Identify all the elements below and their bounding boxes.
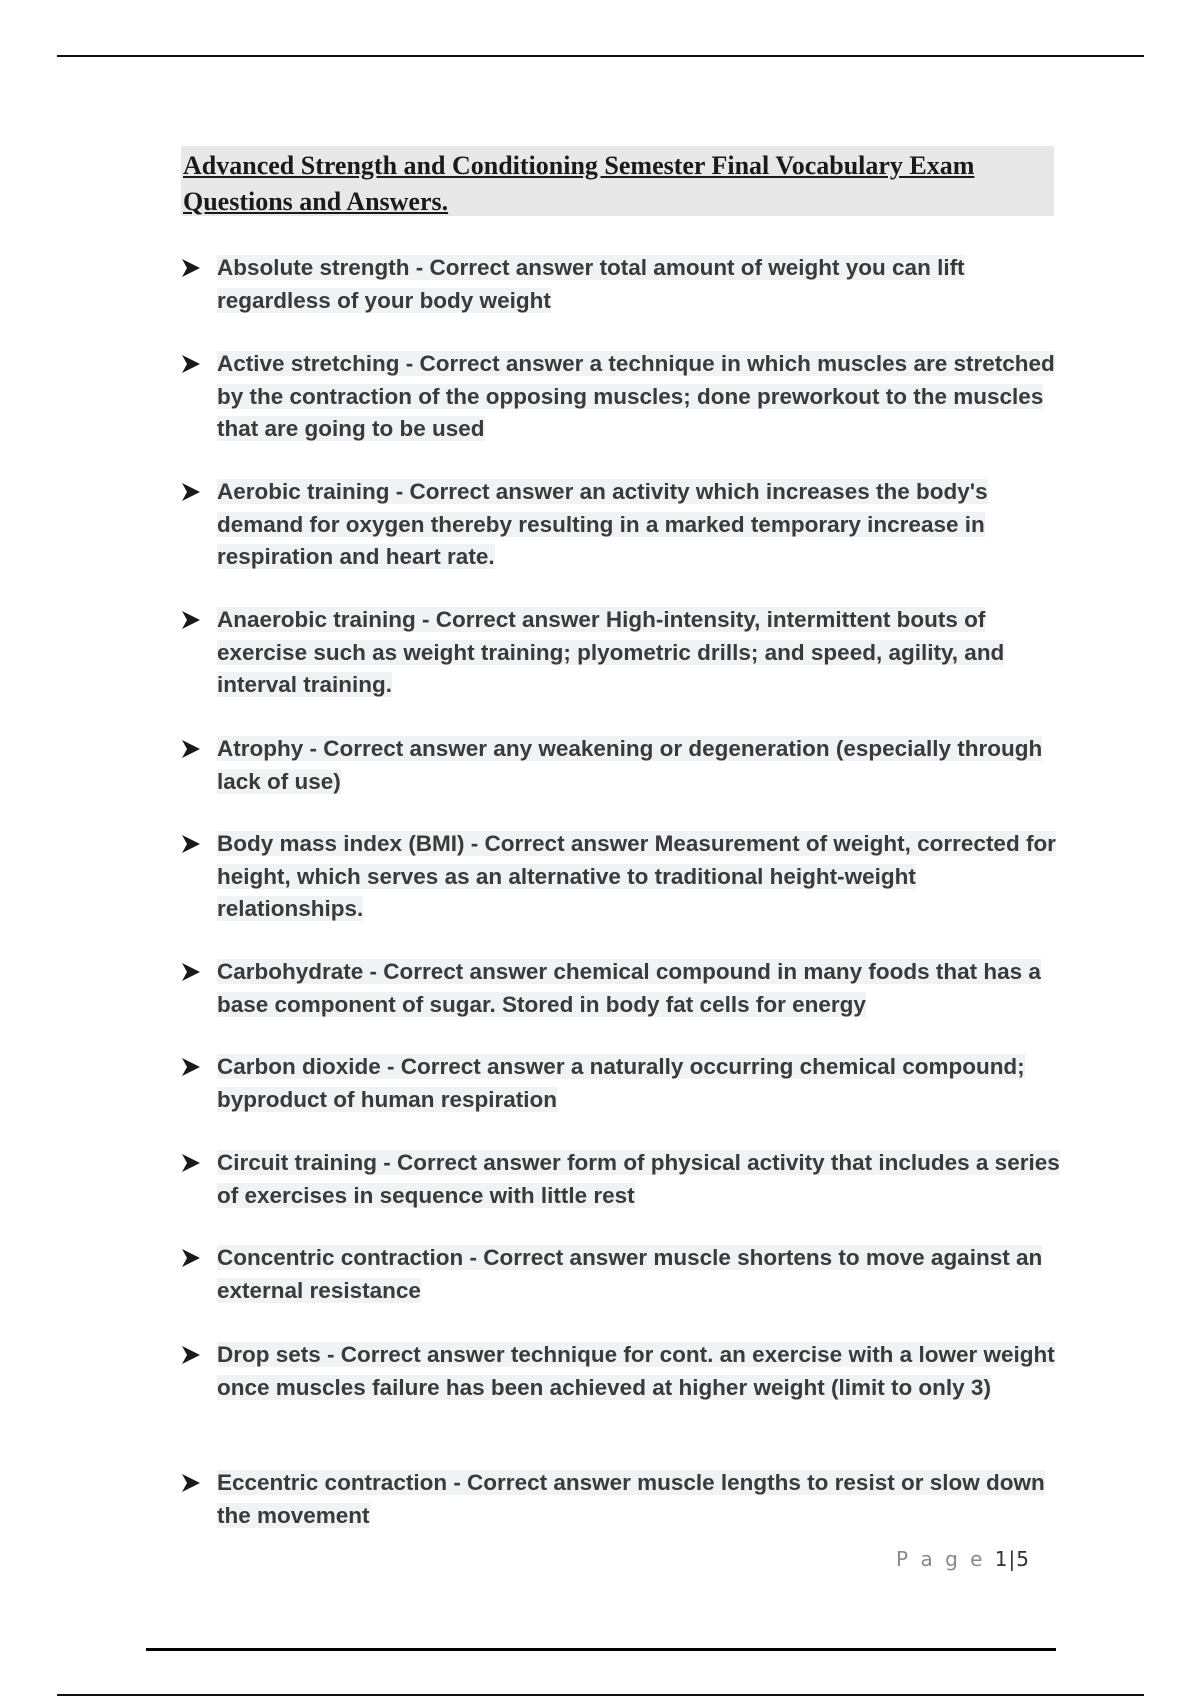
term-text xyxy=(217,1242,1061,1307)
term-item xyxy=(181,828,1061,926)
term-definition: Circuit training - Correct answer form of physical activity that includes a series of exercises in sequence with little rest xyxy=(217,1150,1060,1208)
arrowhead-bullet-icon xyxy=(181,604,217,636)
term-item xyxy=(181,252,1061,317)
term-definition: Active stretching - Correct answer a technique in which muscles are stretched by the contraction of the opposing muscles; done preworkout to the muscles that are going to be used xyxy=(217,351,1055,441)
bottom-rule xyxy=(57,1694,1144,1696)
page-number xyxy=(896,1547,1030,1571)
page-word: P a g e xyxy=(896,1547,986,1571)
page-separator: | xyxy=(1008,1547,1017,1571)
arrowhead-bullet-icon xyxy=(181,252,217,284)
term-text xyxy=(217,733,1061,798)
term-definition: Anaerobic training - Correct answer High-intensity, intermittent bouts of exercise such as weight training; plyometric drills; and speed, agility, and interval training. xyxy=(217,607,1005,697)
term-text xyxy=(217,1467,1061,1532)
top-rule xyxy=(57,55,1144,57)
term-text xyxy=(217,1147,1061,1212)
term-definition: Aerobic training - Correct answer an activity which increases the body's demand for oxygen thereby resulting in a marked temporary increase in respiration and heart rate. xyxy=(217,479,988,569)
term-definition: Eccentric contraction - Correct answer muscle lengths to resist or slow down the movement xyxy=(217,1470,1045,1528)
page-total: 5 xyxy=(1016,1547,1030,1571)
term-definition: Absolute strength - Correct answer total amount of weight you can lift regardless of your body weight xyxy=(217,255,965,313)
term-item xyxy=(181,1147,1061,1212)
term-item xyxy=(181,956,1061,1021)
term-item xyxy=(181,348,1061,446)
term-text xyxy=(217,1339,1061,1404)
arrowhead-bullet-icon xyxy=(181,1242,217,1274)
term-definition: Concentric contraction - Correct answer muscle shortens to move against an external resistance xyxy=(217,1245,1043,1303)
term-text xyxy=(217,828,1061,926)
arrowhead-bullet-icon xyxy=(181,1051,217,1083)
term-definition: Atrophy - Correct answer any weakening or degeneration (especially through lack of use) xyxy=(217,736,1043,794)
arrowhead-bullet-icon xyxy=(181,1147,217,1179)
term-item xyxy=(181,1051,1061,1116)
term-text xyxy=(217,252,1061,317)
footer-rule xyxy=(146,1648,1056,1651)
term-item xyxy=(181,1242,1061,1307)
term-text xyxy=(217,1051,1061,1116)
term-item xyxy=(181,476,1061,574)
arrowhead-bullet-icon xyxy=(181,956,217,988)
term-text xyxy=(217,348,1061,446)
arrowhead-bullet-icon xyxy=(181,828,217,860)
arrowhead-bullet-icon xyxy=(181,1467,217,1499)
document-title: Advanced Strength and Conditioning Semester Final Vocabulary Exam Questions and Answers. xyxy=(183,151,975,216)
page-current: 1 xyxy=(994,1547,1009,1571)
term-text xyxy=(217,604,1061,702)
term-definition: Body mass index (BMI) - Correct answer Measurement of weight, corrected for height, which serves as an alternative to traditional height-weight relationships. xyxy=(217,831,1056,921)
term-definition: Drop sets - Correct answer technique for cont. an exercise with a lower weight once muscles failure has been achieved at higher weight (limit to only 3) xyxy=(217,1342,1055,1400)
arrowhead-bullet-icon xyxy=(181,733,217,765)
term-item xyxy=(181,1339,1061,1404)
term-item xyxy=(181,604,1061,702)
term-definition: Carbon dioxide - Correct answer a naturally occurring chemical compound; byproduct of human respiration xyxy=(217,1054,1025,1112)
term-item xyxy=(181,733,1061,798)
arrowhead-bullet-icon xyxy=(181,476,217,508)
title-block xyxy=(181,146,1054,216)
arrowhead-bullet-icon xyxy=(181,348,217,380)
term-definition: Carbohydrate - Correct answer chemical compound in many foods that has a base component of sugar. Stored in body fat cells for energy xyxy=(217,959,1041,1017)
term-item xyxy=(181,1467,1061,1532)
arrowhead-bullet-icon xyxy=(181,1339,217,1371)
term-text xyxy=(217,956,1061,1021)
term-text xyxy=(217,476,1061,574)
